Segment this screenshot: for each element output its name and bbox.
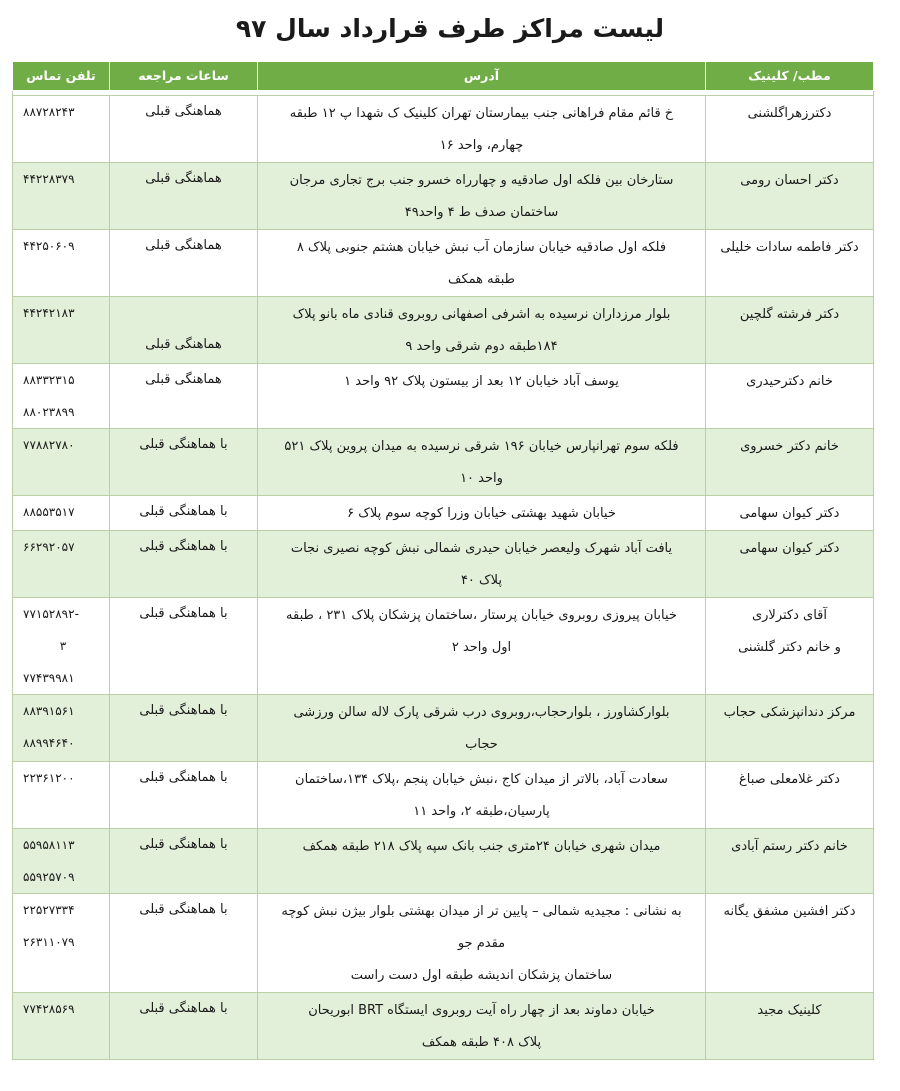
clinic-name: خانم دکترحیدری — [706, 364, 874, 429]
clinic-address: خیابان شهید بهشتی خیابان وزرا کوچه سوم پلاک ۶ — [258, 496, 706, 531]
visit-hours: هماهنگی قبلی — [110, 230, 258, 297]
table-row — [13, 894, 874, 993]
clinic-address: خیابان پیروزی روبروی خیابان پرستار ،ساختمان پزشکان پلاک ۲۳۱ ، طبقه اول واحد ۲ — [258, 598, 706, 695]
clinic-address: یافت آباد شهرک ولیعصر خیابان حیدری شمالی نبش کوچه نصیری نجات پلاک ۴۰ — [258, 531, 706, 598]
clinic-name: دکتر کیوان سهامی — [706, 531, 874, 598]
visit-hours: هماهنگی قبلی — [110, 297, 258, 364]
phone-number: ۴۴۲۵۰۶۰۹ — [13, 230, 110, 297]
phone-number: ۸۸۵۵۳۵۱۷ — [13, 496, 110, 531]
clinic-address: بلوارکشاورز ، بلوارحجاب،روبروی درب شرقی پارک لاله سالن ورزشی حجاب — [258, 695, 706, 762]
clinic-name: دکتر فرشته گلچین — [706, 297, 874, 364]
phone-number: ۵۵۹۵۸۱۱۳ ۵۵۹۲۵۷۰۹ — [13, 829, 110, 894]
header-name: مطب/ کلینیک — [706, 62, 874, 91]
clinic-name: دکتر کیوان سهامی — [706, 496, 874, 531]
table-row — [13, 993, 874, 1060]
clinic-address: یوسف آباد خیابان ۱۲ بعد از بیستون پلاک ۹۲ واحد ۱ — [258, 364, 706, 429]
clinic-name: دکتر افشین مشفق یگانه — [706, 894, 874, 993]
clinic-address: فلکه اول صادقیه خیابان سازمان آب نبش خیابان هشتم جنوبی پلاک ۸ طبقه همکف — [258, 230, 706, 297]
table-row — [13, 695, 874, 762]
clinic-name: مرکز دندانپزشکی حجاب — [706, 695, 874, 762]
clinic-address: خ قائم مقام فراهانی جنب بیمارستان تهران کلینیک ک شهدا پ ۱۲ طبقه چهارم، واحد ۱۶ — [258, 96, 706, 163]
table-row — [13, 429, 874, 496]
table-row — [13, 531, 874, 598]
table-row — [13, 163, 874, 230]
phone-number: ۷۷۸۸۲۷۸۰ — [13, 429, 110, 496]
clinic-name: خانم دکتر خسروی — [706, 429, 874, 496]
table-row — [13, 598, 874, 695]
visit-hours: هماهنگی قبلی — [110, 163, 258, 230]
clinic-address: بلوار مرزداران نرسیده به اشرفی اصفهانی روبروی قنادی ماه بانو پلاک ۱۸۴طبقه دوم شرقی واحد ۹ — [258, 297, 706, 364]
clinic-address: فلکه سوم تهرانپارس خیابان ۱۹۶ شرقی نرسیده به میدان پروین پلاک ۵۲۱ واحد ۱۰ — [258, 429, 706, 496]
phone-number: ۷۷۱۵۲۸۹۲- ۳ ۷۷۴۳۹۹۸۱ — [13, 598, 110, 695]
visit-hours: با هماهنگی قبلی — [110, 429, 258, 496]
clinic-name: آقای دکترلاری و خانم دکتر گلشنی — [706, 598, 874, 695]
clinic-address: خیابان دماوند بعد از چهار راه آیت روبروی ایستگاه BRT ابوریحان پلاک ۴۰۸ طبقه همکف — [258, 993, 706, 1060]
phone-number: ۸۸۳۹۱۵۶۱ ۸۸۹۹۴۶۴۰ — [13, 695, 110, 762]
visit-hours: با هماهنگی قبلی — [110, 762, 258, 829]
page-title: لیست مراکز طرف قرارداد سال ۹۷ — [235, 14, 665, 43]
visit-hours: با هماهنگی قبلی — [110, 993, 258, 1060]
clinic-name: خانم دکتر رستم آبادی — [706, 829, 874, 894]
phone-number: ۲۲۵۲۷۳۳۴ ۲۶۳۱۱۰۷۹ — [13, 894, 110, 993]
table-row — [13, 230, 874, 297]
phone-number: ۸۸۷۲۸۲۴۳ — [13, 96, 110, 163]
clinic-name: دکتر غلامعلی صباغ — [706, 762, 874, 829]
clinic-address: ستارخان بین فلکه اول صادقیه و چهارراه خسرو جنب برج تجاری مرجان ساختمان صدف ط ۴ واحد۴۹ — [258, 163, 706, 230]
phone-number: ۴۴۲۲۸۳۷۹ — [13, 163, 110, 230]
visit-hours: با هماهنگی قبلی — [110, 598, 258, 695]
clinic-address: به نشانی : مجیدیه شمالی – پایین تر از میدان بهشتی بلوار بیژن نبش کوچه مقدم جو ساختمان پزشکان اندیشه طبقه اول دست راست — [258, 894, 706, 993]
visit-hours: با هماهنگی قبلی — [110, 894, 258, 993]
visit-hours: با هماهنگی قبلی — [110, 695, 258, 762]
clinic-name: کلینیک مجید — [706, 993, 874, 1060]
table-row — [13, 297, 874, 364]
visit-hours: با هماهنگی قبلی — [110, 496, 258, 531]
clinics-table — [12, 61, 874, 1060]
phone-number: ۸۸۳۳۲۳۱۵ ۸۸۰۲۳۸۹۹ — [13, 364, 110, 429]
table-row — [13, 829, 874, 894]
visit-hours: با هماهنگی قبلی — [110, 829, 258, 894]
table-row — [13, 496, 874, 531]
table-header-row — [13, 62, 874, 91]
phone-number: ۷۷۴۲۸۵۶۹ — [13, 993, 110, 1060]
header-address: آدرس — [258, 62, 706, 91]
clinic-address: سعادت آباد، بالاتر از میدان کاج ،نبش خیابان پنجم ،پلاک ۱۳۴،ساختمان پارسیان،طبقه ۲، واحد ۱۱ — [258, 762, 706, 829]
table-row — [13, 762, 874, 829]
table-row — [13, 96, 874, 163]
phone-number: ۶۶۲۹۲۰۵۷ — [13, 531, 110, 598]
visit-hours: هماهنگی قبلی — [110, 364, 258, 429]
phone-number: ۴۴۲۴۲۱۸۳ — [13, 297, 110, 364]
clinic-name: دکترزهراگلشنی — [706, 96, 874, 163]
table-row — [13, 364, 874, 429]
header-phone: تلفن تماس — [13, 62, 110, 91]
clinic-name: دکتر فاطمه سادات خلیلی — [706, 230, 874, 297]
visit-hours: هماهنگی قبلی — [110, 96, 258, 163]
phone-number: ۲۲۳۶۱۲۰۰ — [13, 762, 110, 829]
visit-hours: با هماهنگی قبلی — [110, 531, 258, 598]
header-hours: ساعات مراجعه — [110, 62, 258, 91]
clinic-address: میدان شهری خیابان ۲۴متری جنب بانک سپه پلاک ۲۱۸ طبقه همکف — [258, 829, 706, 894]
clinic-name: دکتر احسان رومی — [706, 163, 874, 230]
